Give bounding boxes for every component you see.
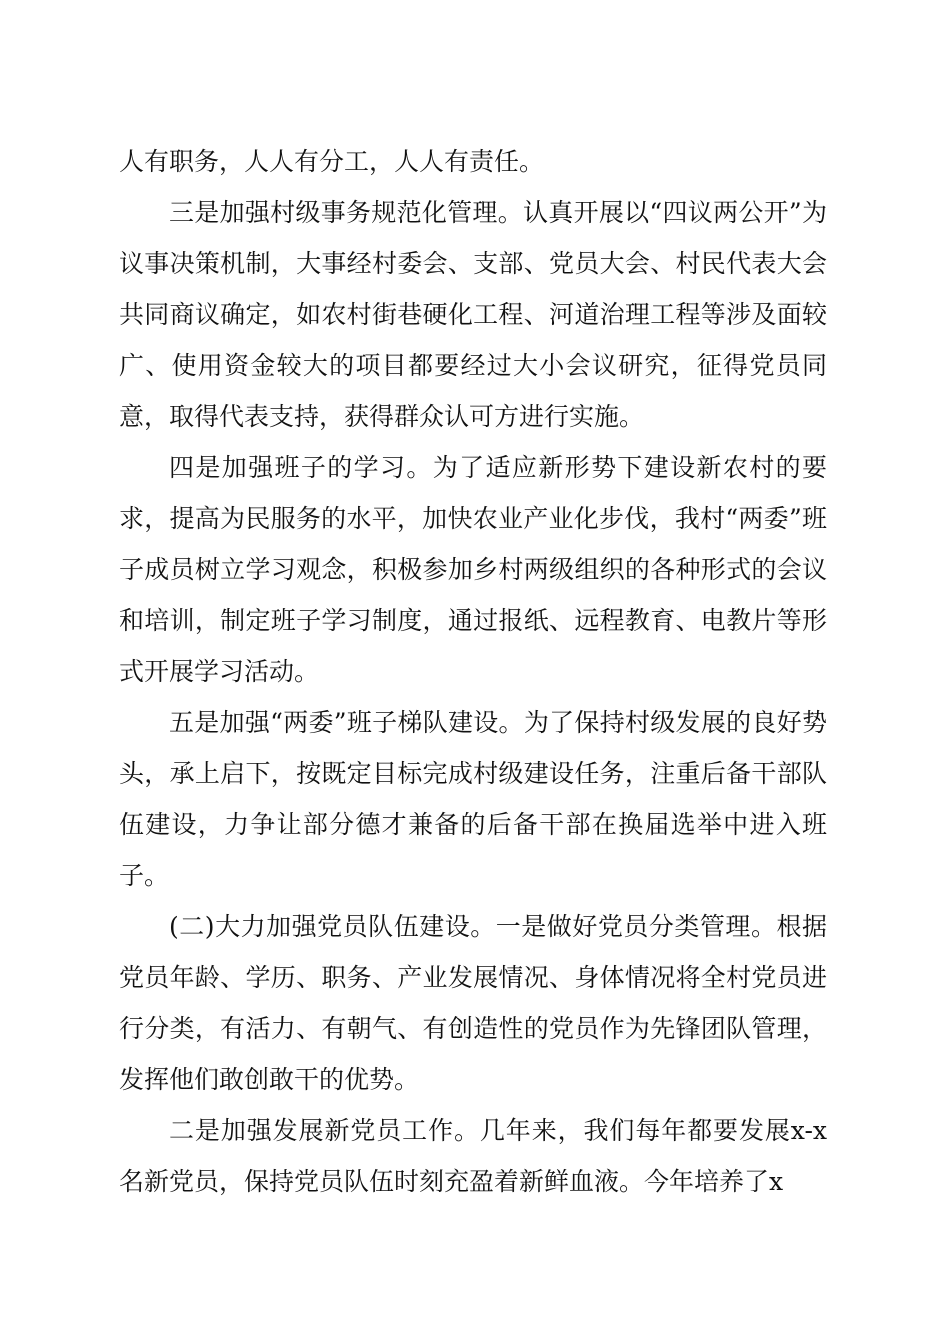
paragraph-point-five: 五是加强“两委”班子梯队建设。为了保持村级发展的良好势头，承上启下，按既定目标完成村级建设任务，注重后备干部队伍建设，力争让部分德才兼备的后备干部在换届选举中进入班子。 <box>119 708 827 890</box>
paragraph-section-two: (二)大力加强党员队伍建设。一是做好党员分类管理。根据党员年龄、学历、职务、产业发展情况、身体情况将全村党员进行分类，有活力、有朝气、有创造性的党员作为先锋团队管理，发挥他们敢创敢干的优势。 <box>119 912 827 1094</box>
paragraph-point-four: 四是加强班子的学习。为了适应新形势下建设新农村的要求，提高为民服务的水平，加快农业产业化步伐，我村“两委”班子成员树立学习观念，积极参加乡村两级组织的各种形式的会议和培训，制定班子学习制度，通过报纸、远程教育、电教片等形式开展学习活动。 <box>119 453 827 686</box>
paragraph-section-two-point-two: 二是加强发展新党员工作。几年来，我们每年都要发展x-x名新党员，保持党员队伍时刻充盈着新鲜血液。今年培养了x <box>119 1116 827 1196</box>
paragraph-point-three: 三是加强村级事务规范化管理。认真开展以“四议两公开”为议事决策机制，大事经村委会、支部、党员大会、村民代表大会共同商议确定，如农村街巷硬化工程、河道治理工程等涉及面较广、使用资金较大的项目都要经过大小会议研究，征得党员同意，取得代表支持，获得群众认可方进行实施。 <box>119 198 827 431</box>
document-body <box>119 136 827 1207</box>
paragraph-continuation: 人有职务，人人有分工，人人有责任。 <box>119 147 545 176</box>
